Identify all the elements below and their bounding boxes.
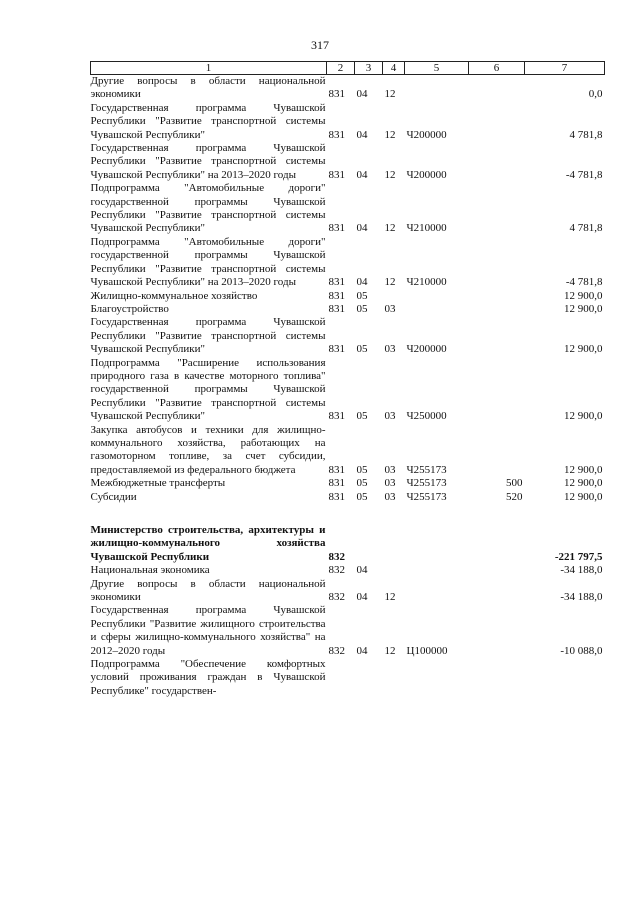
table-row (91, 578, 605, 605)
spacer-cell (91, 504, 605, 524)
row-target-article (405, 524, 469, 564)
row-admin-code: 832 (328, 550, 345, 563)
row-section: 05 (356, 490, 368, 503)
row-subsection: 12 (384, 644, 396, 657)
row-spacer (91, 504, 605, 524)
row-expense-type (469, 658, 525, 698)
row-name: Подпрограмма "Обеспечение комфортных условий проживания граждан в Чувашской Республике" государствен- (90, 658, 326, 697)
row-section: 05 (356, 343, 368, 356)
table-row (91, 658, 605, 698)
table-row (91, 303, 605, 316)
row-subsection: 03 (384, 490, 396, 503)
row-admin-code: 831 (328, 222, 345, 235)
row-section: 04 (356, 644, 368, 657)
row-admin-code: 831 (328, 276, 345, 289)
row-expense-type (469, 524, 525, 564)
row-target-article (405, 290, 469, 303)
table-row (91, 75, 605, 102)
table-row (91, 357, 605, 424)
row-admin-code: 831 (328, 490, 345, 503)
row-admin-code: 832 (328, 591, 345, 604)
row-target-article: Ч200000 (406, 343, 447, 356)
row-admin-code: 831 (328, 477, 345, 490)
row-admin-code: 831 (328, 289, 345, 302)
row-name: Государственная программа Чувашской Республики "Развитие транспортной системы Чувашской Республики" на 2013–2020 годы (90, 142, 326, 181)
table-row (91, 102, 605, 142)
row-subsection (383, 524, 405, 564)
row-name: Национальная экономика (90, 564, 210, 577)
row-subsection: 12 (384, 128, 396, 141)
row-subsection: 12 (384, 222, 396, 235)
row-section: 04 (356, 564, 368, 577)
row-expense-type (469, 424, 525, 478)
row-amount: 0,0 (588, 88, 603, 101)
row-expense-type (469, 142, 525, 182)
row-admin-code: 831 (328, 463, 345, 476)
row-admin-code: 831 (328, 168, 345, 181)
row-target-article (405, 658, 469, 698)
row-target-article (405, 578, 469, 605)
row-expense-type (469, 316, 525, 356)
table-row (91, 424, 605, 478)
row-expense-type: 500 (506, 477, 523, 490)
row-target-article (405, 75, 469, 102)
row-expense-type (469, 236, 525, 290)
row-subsection (383, 290, 405, 303)
page-number: 317 (311, 38, 329, 52)
row-section: 05 (356, 477, 368, 490)
row-admin-code: 832 (328, 644, 345, 657)
row-section: 04 (356, 591, 368, 604)
row-subsection: 03 (384, 410, 396, 423)
column-header-3: 3 (355, 62, 383, 75)
row-amount: 12 900,0 (564, 289, 603, 302)
column-header-4: 4 (383, 62, 405, 75)
row-expense-type (469, 290, 525, 303)
row-section: 05 (356, 302, 368, 315)
row-target-article: Ч210000 (406, 222, 447, 235)
row-target-article: Ц100000 (406, 644, 448, 657)
table-row (91, 604, 605, 658)
row-subsection: 03 (384, 463, 396, 476)
row-name: Подпрограмма "Расширение использования природного газа в качестве моторного топлива" государственной программы Чувашской Республики "Развитие транспортной системы Чувашской Республики" (90, 356, 326, 423)
table-row (91, 182, 605, 236)
row-amount: 12 900,0 (564, 490, 603, 503)
row-name: Государственная программа Чувашской Республики "Развитие жилищного строительства и сферы жилищно-коммунального хозяйства" на 2012–2020 годы (90, 604, 326, 657)
column-header-1: 1 (91, 62, 327, 75)
table-row (91, 142, 605, 182)
row-name: Подпрограмма "Автомобильные дороги" государственной программы Чувашской Республики "Развитие транспортной системы Чувашской Республики" (90, 182, 326, 235)
row-section (355, 524, 383, 564)
row-subsection: 12 (384, 591, 396, 604)
row-amount: 4 781,8 (569, 222, 603, 235)
row-subsection: 12 (384, 276, 396, 289)
row-expense-type (469, 578, 525, 605)
table-row (91, 236, 605, 290)
row-amount: -34 188,0 (560, 591, 603, 604)
table-row (91, 491, 605, 504)
budget-table (90, 61, 605, 698)
row-amount: 12 900,0 (564, 477, 603, 490)
row-expense-type (469, 75, 525, 102)
row-subsection: 03 (384, 343, 396, 356)
row-amount (525, 658, 605, 698)
row-section: 04 (356, 222, 368, 235)
row-section: 05 (356, 410, 368, 423)
row-subsection: 12 (384, 88, 396, 101)
row-target-article: Ч255173 (406, 463, 447, 476)
row-name: Закупка автобусов и техники для жилищно-коммунального хозяйства, работающих на газомоторном топливе, за счет субсидии, предоставляемой из федерального бюджета (90, 423, 326, 476)
row-target-article: Ч255173 (406, 477, 447, 490)
row-amount: 12 900,0 (564, 343, 603, 356)
row-expense-type: 520 (506, 490, 523, 503)
row-section (355, 658, 383, 698)
row-section: 05 (356, 289, 368, 302)
row-expense-type (469, 357, 525, 424)
row-target-article (405, 564, 469, 577)
row-target-article: Ч250000 (406, 410, 447, 423)
row-section: 04 (356, 88, 368, 101)
table-row (91, 290, 605, 303)
row-amount: 12 900,0 (564, 463, 603, 476)
row-admin-code: 831 (328, 343, 345, 356)
row-expense-type (469, 303, 525, 316)
row-amount: -4 781,8 (565, 276, 603, 289)
row-expense-type (469, 102, 525, 142)
row-name: Государственная программа Чувашской Республики "Развитие транспортной системы Чувашской Республики" (90, 316, 326, 356)
row-expense-type (469, 182, 525, 236)
column-header-5: 5 (405, 62, 469, 75)
table-header (91, 62, 605, 75)
row-amount: -221 797,5 (554, 550, 603, 563)
row-target-article: Ч200000 (406, 168, 447, 181)
row-subsection: 03 (384, 302, 396, 315)
row-expense-type (469, 604, 525, 658)
row-admin-code: 831 (328, 302, 345, 315)
row-name: Жилищно-коммунальное хозяйство (90, 289, 258, 302)
row-section: 04 (356, 128, 368, 141)
row-target-article: Ч255173 (406, 490, 447, 503)
row-subsection (383, 564, 405, 577)
row-section: 04 (356, 168, 368, 181)
row-name: Министерство строительства, архитектуры и жилищно-коммунального хозяйства Чувашской Республики (90, 524, 326, 563)
row-name: Подпрограмма "Автомобильные дороги" государственной программы Чувашской Республики "Развитие транспортной системы Чувашской Республики" на 2013–2020 годы (90, 235, 326, 289)
row-subsection: 03 (384, 477, 396, 490)
column-header-6: 6 (469, 62, 525, 75)
row-name: Межбюджетные трансферты (90, 477, 226, 490)
row-name: Другие вопросы в области национальной экономики (90, 75, 326, 101)
row-name: Субсидии (90, 490, 137, 503)
row-amount: -10 088,0 (560, 644, 603, 657)
table-row (91, 316, 605, 356)
header-row (91, 62, 605, 75)
row-name: Благоустройство (90, 302, 169, 315)
row-admin-code: 831 (328, 410, 345, 423)
row-name: Другие вопросы в области национальной экономики (90, 577, 326, 604)
column-header-7: 7 (525, 62, 605, 75)
row-subsection: 12 (384, 168, 396, 181)
row-target-article: Ч200000 (406, 128, 447, 141)
row-expense-type (469, 564, 525, 577)
row-target-article: Ч210000 (406, 276, 447, 289)
table-row (91, 524, 605, 564)
row-amount: 12 900,0 (564, 410, 603, 423)
row-admin-code (327, 658, 355, 698)
row-admin-code: 831 (328, 128, 345, 141)
row-amount: 12 900,0 (564, 302, 603, 315)
row-amount: 4 781,8 (569, 128, 603, 141)
row-amount: -4 781,8 (565, 168, 603, 181)
table-row (91, 477, 605, 490)
row-admin-code: 831 (328, 88, 345, 101)
row-section: 05 (356, 463, 368, 476)
table-body (91, 75, 605, 699)
table-row (91, 564, 605, 577)
row-name: Государственная программа Чувашской Республики "Развитие транспортной системы Чувашской Республики" (90, 101, 326, 141)
row-target-article (405, 303, 469, 316)
row-admin-code: 832 (328, 564, 345, 577)
row-amount: -34 188,0 (560, 564, 603, 577)
row-section: 04 (356, 276, 368, 289)
column-header-2: 2 (327, 62, 355, 75)
row-subsection (383, 658, 405, 698)
